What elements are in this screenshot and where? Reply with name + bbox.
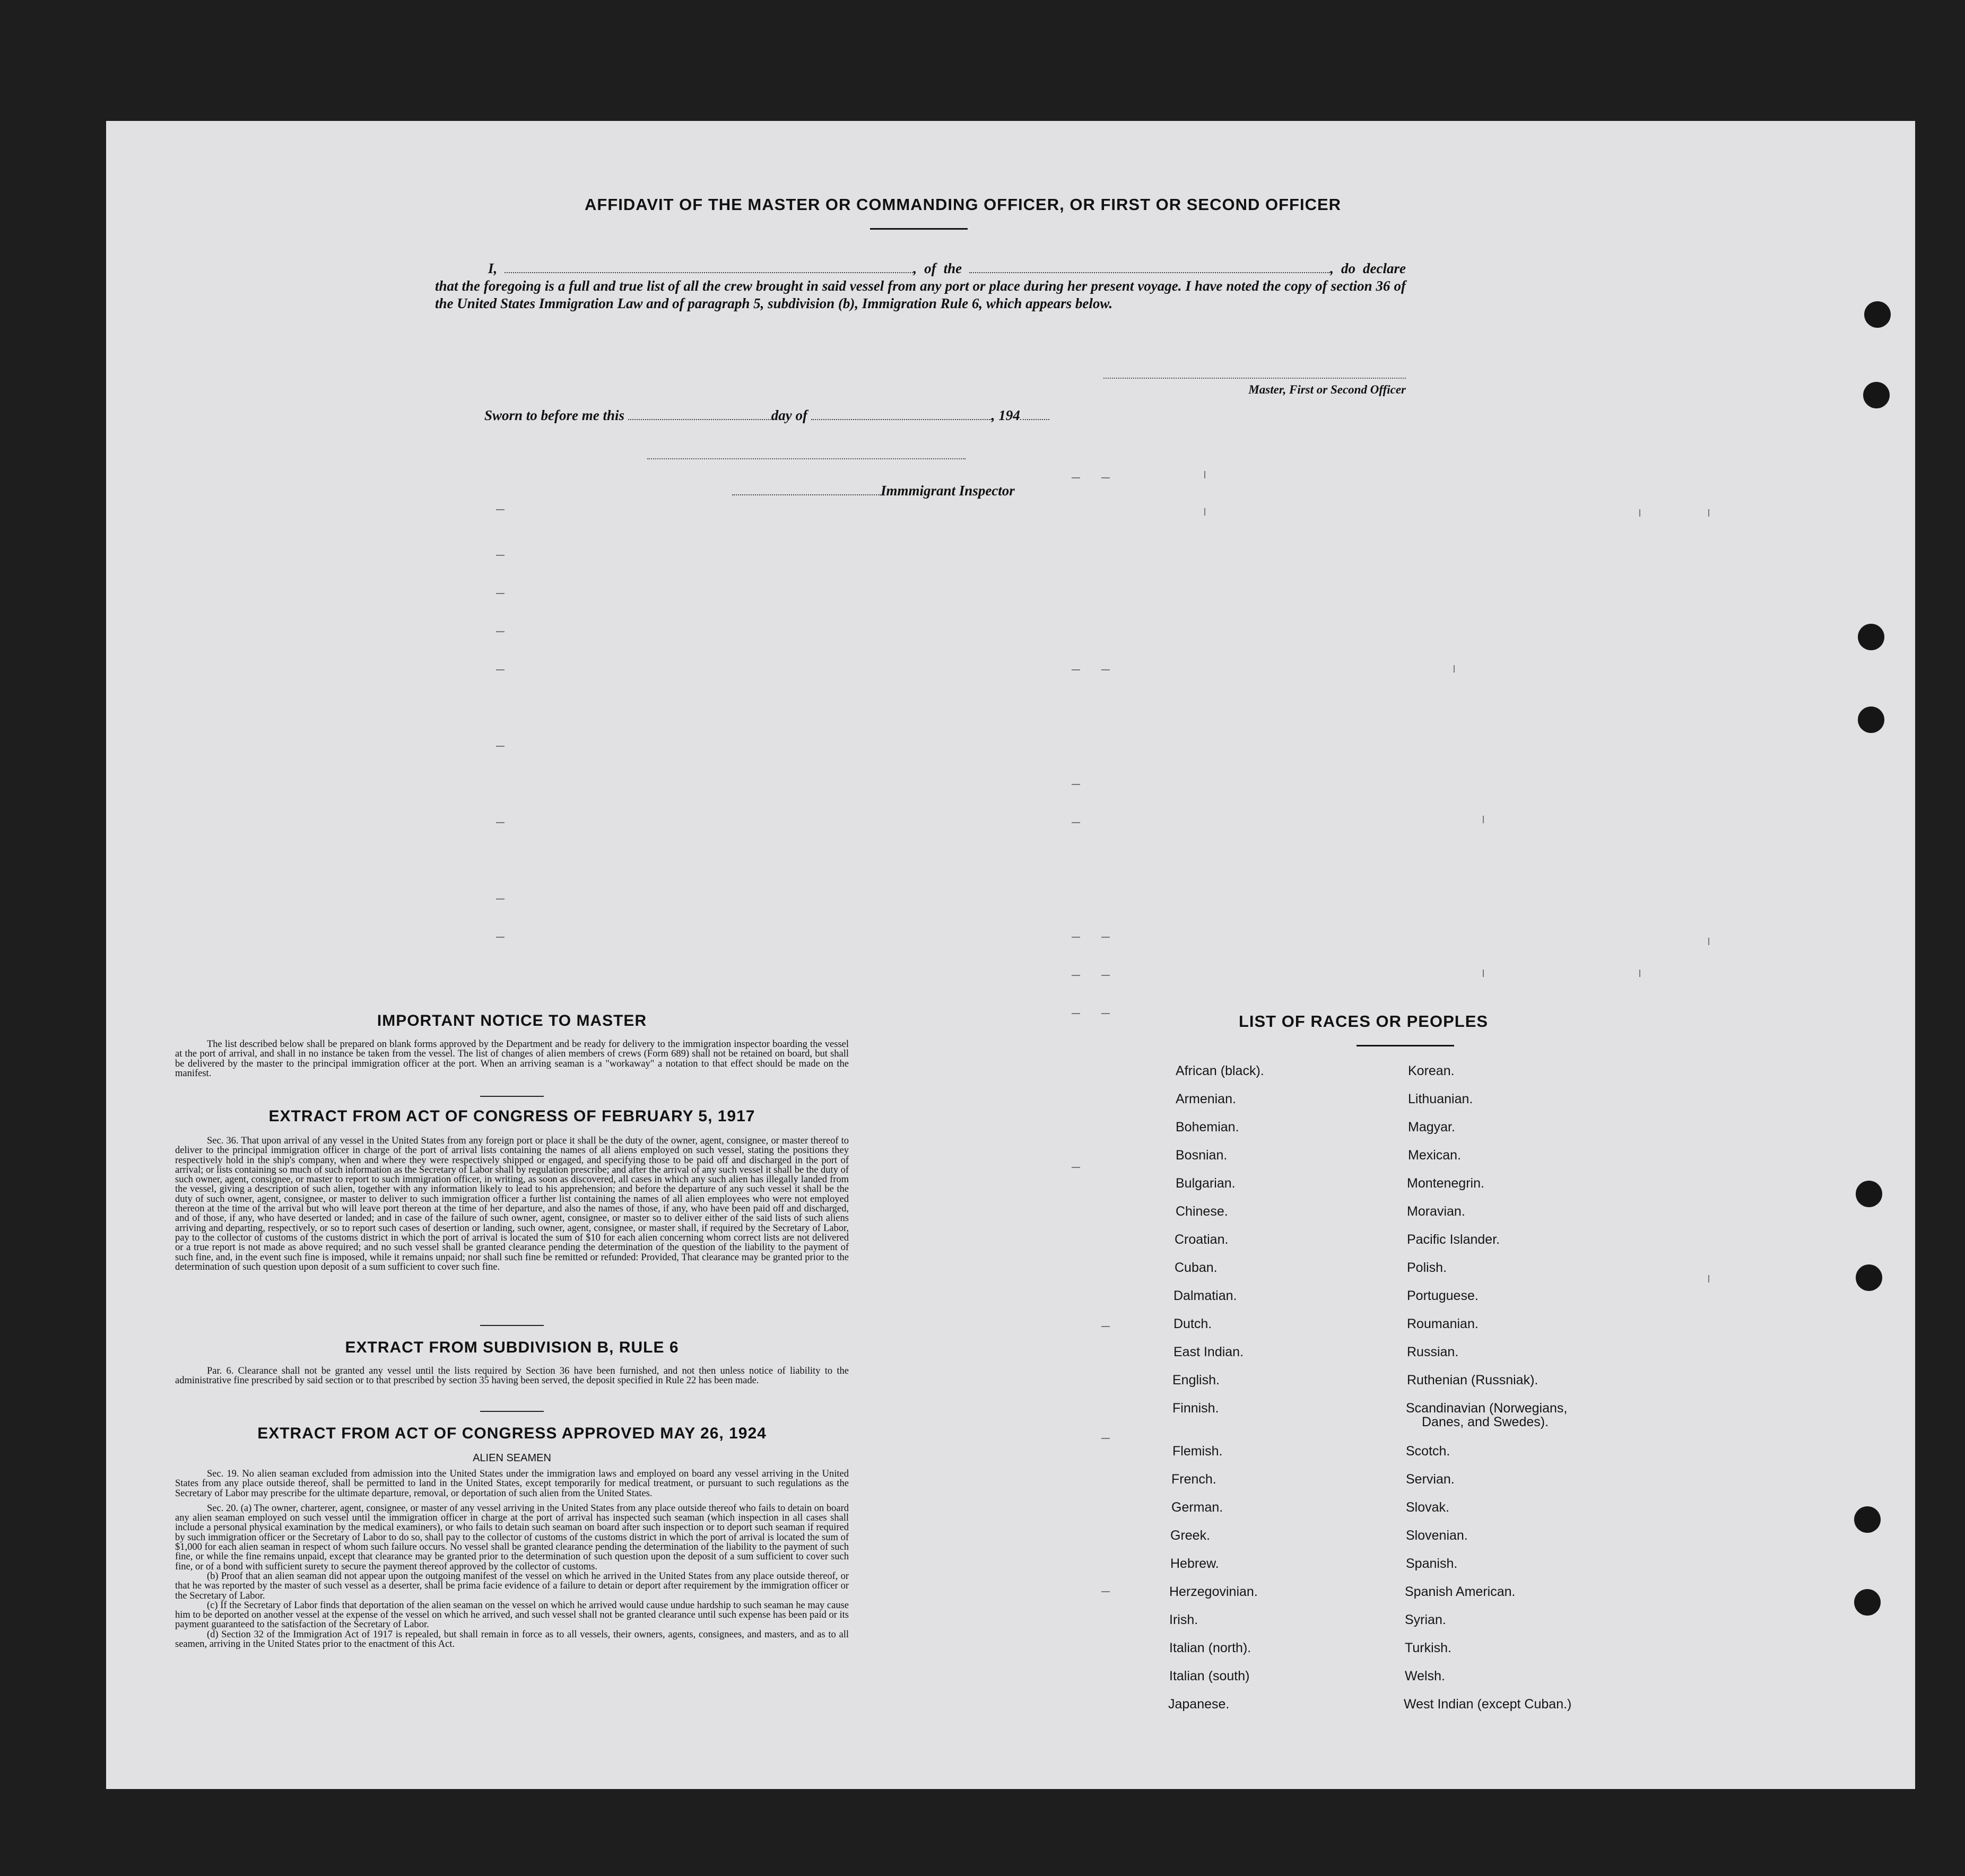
inspector-signature-line[interactable] [647, 458, 966, 459]
show-through-mark [1072, 477, 1080, 478]
race-item: Polish. [1407, 1260, 1447, 1275]
declaration-body: that the foregoing is a full and true list of all the crew brought in said vessel from any port or place during her present voyage. I have noted the copy of section 36 of the United States Immigration Law and of paragraph 5, subdivision (b), Immigration Rule 6, which appears below. [435, 278, 1406, 311]
show-through-mark [1101, 477, 1110, 478]
race-item: Herzegovinian. [1169, 1584, 1258, 1599]
race-item: Portuguese. [1407, 1288, 1479, 1303]
show-through-mark [1072, 937, 1080, 938]
sec-20c-paragraph: (c) If the Secretary of Labor finds that deportation of the alien seaman on the vessel on which he arrived would cause undue hardship to such seaman he may cause him to be deported on another vessel at the expense of the vessel on which he arrived, and such vessel shall not be granted clearance until such expense has been paid or its payment guaranteed to the satisfaction of the Secretary of Labor. [175, 1600, 849, 1630]
show-through-mark [1101, 975, 1110, 976]
notice-text [175, 1040, 849, 1078]
sec-19-paragraph: Sec. 19. No alien seaman excluded from admission into the United States under the immigration laws and employed on board any vessel arriving in the United States from any place outside thereof, shall be permitted to land in the United States, except temporarily for medical treatment, or pursuant to such regulations as the Secretary of Labor may prescribe for the ultimate departure, removal, or deportation of such alien from the United States. [175, 1469, 849, 1499]
show-through-mark [1204, 471, 1205, 478]
show-through-mark [1072, 822, 1080, 823]
par-6-paragraph: Par. 6. Clearance shall not be granted any vessel until the lists required by Section 36 have been furnished, and not then unless notice of liability to the administrative fine prescribed by said section or to that prescribed by section 35 having been served, the deposit specified in Rule 22 has been made. [175, 1366, 849, 1386]
sec-20b-paragraph: (b) Proof that an alien seaman did not appear upon the outgoing manifest of the vessel on which he arrived in the United States from any place outside thereof, or that he was reported by the master of such vessel as a deserter, shall be prima facie evidence of a failure to detain or deport after requirement by the immigration officer or the Secretary of Labor. [175, 1570, 849, 1601]
notice-paragraph: The list described below shall be prepared on blank forms approved by the Department and be ready for delivery to the immigration inspector boarding the vessel at the port of arrival, and shall in no instance be taken from the vessel. The list of changes of alien members of crews (Form 689) shall not be retained on board, but shall be delivered by the master to the principal immigration officer at the port. When an arriving seaman is a "workaway" a notation to that effect should be made on the manifest. [175, 1039, 849, 1079]
race-item: Spanish. [1406, 1556, 1458, 1571]
race-item: Scotch. [1406, 1444, 1450, 1459]
inspector-name-field[interactable] [732, 492, 881, 495]
declaration-i: I, [488, 260, 498, 276]
race-item: Welsh. [1405, 1669, 1445, 1683]
race-item: Croatian. [1175, 1232, 1229, 1247]
inspector-label: Immmigrant Inspector [881, 483, 1015, 499]
sworn-year-field[interactable] [1020, 417, 1049, 420]
extract-1924-title: EXTRACT FROM ACT OF CONGRESS APPROVED MAY 26, 1924 [257, 1425, 767, 1442]
show-through-mark [1072, 784, 1080, 785]
race-item: Lithuanian. [1408, 1092, 1473, 1106]
sec-36-paragraph: Sec. 36. That upon arrival of any vessel in the United States from any foreign port or place it shall be the duty of the owner, agent, consignee, or master thereof to deliver to the principal immigration officer in charge of the port of arrival lists containing the names of all aliens employed on such vessel, stating the positions they respectively hold in the ship's company, when and where they were respectively shipped or engaged, and specifying those to be paid off and discharged in the port of arrival; or lists containing so much of such information as the Secretary of Labor shall by regulation prescribe; and after the arrival of any such vessel it shall be the duty of such owner, agent, consignee, or master to report to such immigration officer, in writing, as soon as discovered, all cases in which any such alien has illegally landed from the vessel, giving a description of such alien, together with any information likely to lead to his apprehension; and before the departure of any such vessel it shall be the duty of such owner, agent, consignee, or master to deliver to such immigration officer a further list containing the names of all alien employees who were not employed thereon at the time of the arrival but who will leave port thereon at the time of her departure, and also the names of those, if any, who have been paid off and discharged, and of those, if any, who have deserted or landed; and in case of the failure of such owner, agent, consignee, or master so to deliver either of the said lists of such aliens arriving and departing, respectively, or so to report such cases of desertion or landing, such owner, agent, consignee, or master shall, if required by the Secretary of Labor, pay to the collector of customs of the customs district in which the port of arrival is located the sum of $10 for each alien concerning whom correct lists are not delivered or a true report is not made as above required; and no such vessel shall be granted clearance pending the determination of the question of the liability to the payment of such fine, and, in the event such fine is imposed, while it remains unpaid; nor shall such fine be remitted or refunded: Provided, That clearance may be granted prior to the determination of such question upon deposit of a sum sufficient to cover such fine. [175, 1136, 849, 1272]
show-through-mark [496, 555, 505, 556]
show-through-mark [496, 937, 505, 938]
race-item: English. [1172, 1373, 1220, 1388]
show-through-mark [1072, 975, 1080, 976]
vessel-name-field[interactable] [969, 270, 1330, 273]
show-through-mark [1204, 508, 1205, 516]
race-item: Moravian. [1407, 1204, 1465, 1219]
section-divider [480, 1325, 544, 1326]
title-underline [1357, 1045, 1454, 1046]
extract-rule6-title: EXTRACT FROM SUBDIVISION B, RULE 6 [345, 1339, 679, 1356]
race-item: Danes, and Swedes). [1422, 1415, 1549, 1429]
show-through-mark [496, 509, 505, 510]
race-item: Servian. [1406, 1472, 1455, 1487]
binder-hole [1856, 1264, 1882, 1291]
race-item: Roumanian. [1407, 1316, 1479, 1331]
binder-hole [1854, 1589, 1881, 1616]
show-through-mark [1101, 669, 1110, 670]
race-item: Bosnian. [1176, 1148, 1228, 1163]
show-through-mark [1639, 509, 1640, 517]
race-item: African (black). [1176, 1063, 1264, 1078]
race-item: French. [1171, 1472, 1216, 1487]
show-through-mark [496, 669, 505, 670]
notice-title: IMPORTANT NOTICE TO MASTER [377, 1012, 647, 1029]
race-item: Armenian. [1176, 1092, 1236, 1106]
races-list-title: LIST OF RACES OR PEOPLES [1238, 1012, 1489, 1031]
race-item: Dalmatian. [1173, 1288, 1237, 1303]
officer-name-field[interactable] [505, 270, 913, 273]
show-through-mark [1101, 1591, 1110, 1592]
race-item: Cuban. [1175, 1260, 1218, 1275]
race-item: Irish. [1169, 1612, 1198, 1627]
sworn-prefix: Sworn to before me this [484, 407, 625, 423]
signature-label: Master, First or Second Officer [1248, 383, 1406, 396]
extract-rule6-text [175, 1366, 849, 1386]
race-item: Finnish. [1172, 1401, 1219, 1416]
race-item: Hebrew. [1170, 1556, 1219, 1571]
show-through-mark [496, 593, 505, 594]
race-item: East Indian. [1173, 1345, 1244, 1359]
sworn-year: , 194 [991, 407, 1020, 423]
race-item: Italian (north). [1169, 1641, 1251, 1655]
binder-hole [1864, 301, 1891, 328]
show-through-mark [1454, 665, 1455, 673]
title-underline [870, 228, 968, 230]
section-divider [480, 1411, 544, 1412]
show-through-mark [1072, 1167, 1080, 1168]
show-through-mark [1101, 1326, 1110, 1327]
inspector-row [732, 483, 1015, 499]
show-through-mark [496, 822, 505, 823]
show-through-mark [1101, 937, 1110, 938]
binder-hole [1858, 706, 1884, 733]
extract-1917-title: EXTRACT FROM ACT OF CONGRESS OF FEBRUARY 5, 1917 [268, 1107, 755, 1125]
affidavit-title: AFFIDAVIT OF THE MASTER OR COMMANDING OFFICER, OR FIRST OR SECOND OFFICER [584, 195, 1342, 214]
race-item: Dutch. [1173, 1316, 1212, 1331]
extract-1924-text [175, 1469, 849, 1649]
race-item: Scandinavian (Norwegians, [1406, 1401, 1568, 1416]
signature-line[interactable] [1103, 378, 1406, 379]
sworn-day-field[interactable] [628, 417, 771, 420]
race-item: Montenegrin. [1407, 1176, 1484, 1191]
race-item: Greek. [1170, 1528, 1211, 1543]
race-item: Bulgarian. [1176, 1176, 1236, 1191]
section-divider [480, 1096, 544, 1097]
race-item: Korean. [1408, 1063, 1455, 1078]
race-item: Syrian. [1405, 1612, 1446, 1627]
show-through-mark [496, 898, 505, 900]
extract-1917-text [175, 1136, 849, 1272]
form-page [106, 121, 1915, 1789]
race-item: Slovenian. [1406, 1528, 1468, 1543]
sec-20d-paragraph: (d) Section 32 of the Immigration Act of 1917 is repealed, but shall remain in force as to all vessels, their owners, agents, consignees, and masters, and as to all seamen, arriving in the United States prior to the enactment of this Act. [175, 1629, 849, 1650]
declaration-do-declare: , do declare [1330, 260, 1406, 276]
show-through-mark [1483, 816, 1484, 823]
race-item: Bohemian. [1176, 1120, 1239, 1135]
alien-seamen-subtitle: ALIEN SEAMEN [473, 1452, 551, 1464]
sworn-day-of: day of [771, 407, 808, 423]
race-item: Mexican. [1408, 1148, 1462, 1163]
show-through-mark [1639, 970, 1640, 977]
race-item: Chinese. [1176, 1204, 1228, 1219]
binder-hole [1854, 1506, 1881, 1533]
sworn-month-field[interactable] [811, 417, 992, 420]
race-item: Magyar. [1408, 1120, 1455, 1135]
race-item: Japanese. [1168, 1697, 1230, 1712]
binder-hole [1856, 1181, 1882, 1207]
race-item: Ruthenian (Russniak). [1407, 1373, 1538, 1388]
show-through-mark [1708, 509, 1709, 517]
race-item: Slovak. [1406, 1500, 1449, 1515]
race-item: Italian (south) [1169, 1669, 1250, 1683]
show-through-mark [1101, 1438, 1110, 1439]
race-item: West Indian (except Cuban.) [1404, 1697, 1572, 1712]
race-item: Flemish. [1172, 1444, 1223, 1459]
show-through-mark [496, 631, 505, 632]
race-item: Turkish. [1405, 1641, 1451, 1655]
race-item: German. [1171, 1500, 1223, 1515]
show-through-mark [496, 746, 505, 747]
race-item: Russian. [1407, 1345, 1459, 1359]
binder-hole [1858, 624, 1884, 650]
declaration-paragraph [435, 260, 1406, 312]
race-item: Spanish American. [1405, 1584, 1516, 1599]
show-through-mark [1708, 1275, 1709, 1282]
show-through-mark [1072, 1013, 1080, 1014]
declaration-of-the: , of the [913, 260, 962, 276]
sworn-row [484, 407, 1049, 424]
show-through-mark [1072, 669, 1080, 670]
race-item: Pacific Islander. [1407, 1232, 1500, 1247]
show-through-mark [1708, 938, 1709, 945]
sec-20a-paragraph: Sec. 20. (a) The owner, charterer, agent, consignee, or master of any vessel arriving in the United States from any place outside thereof who fails to detain on board any alien seaman employed on such vessel until the immigration officer in charge at the port of arrival has inspected such seaman (which inspection in all cases shall include a personal physical examination by the medical examiners), or who fails to detain such seaman on board after such inspection or to deport such seaman if required by such immigration officer or the Secretary of Labor to do so, shall pay to the collector of customs of the customs district in which the port of arrival is located the sum of $1,000 for each alien seaman in respect of whom such failure occurs. No vessel shall be granted clearance pending the determination of the liability to the payment of such fine, or while the fine remains unpaid, except that clearance may be granted prior to the determination of such question upon the deposit of a sum sufficient to cover such fine, or of a bond with sufficient surety to secure the payment thereof approved by the collector of customs. [175, 1503, 849, 1572]
show-through-mark [1483, 970, 1484, 977]
binder-hole [1863, 382, 1890, 408]
